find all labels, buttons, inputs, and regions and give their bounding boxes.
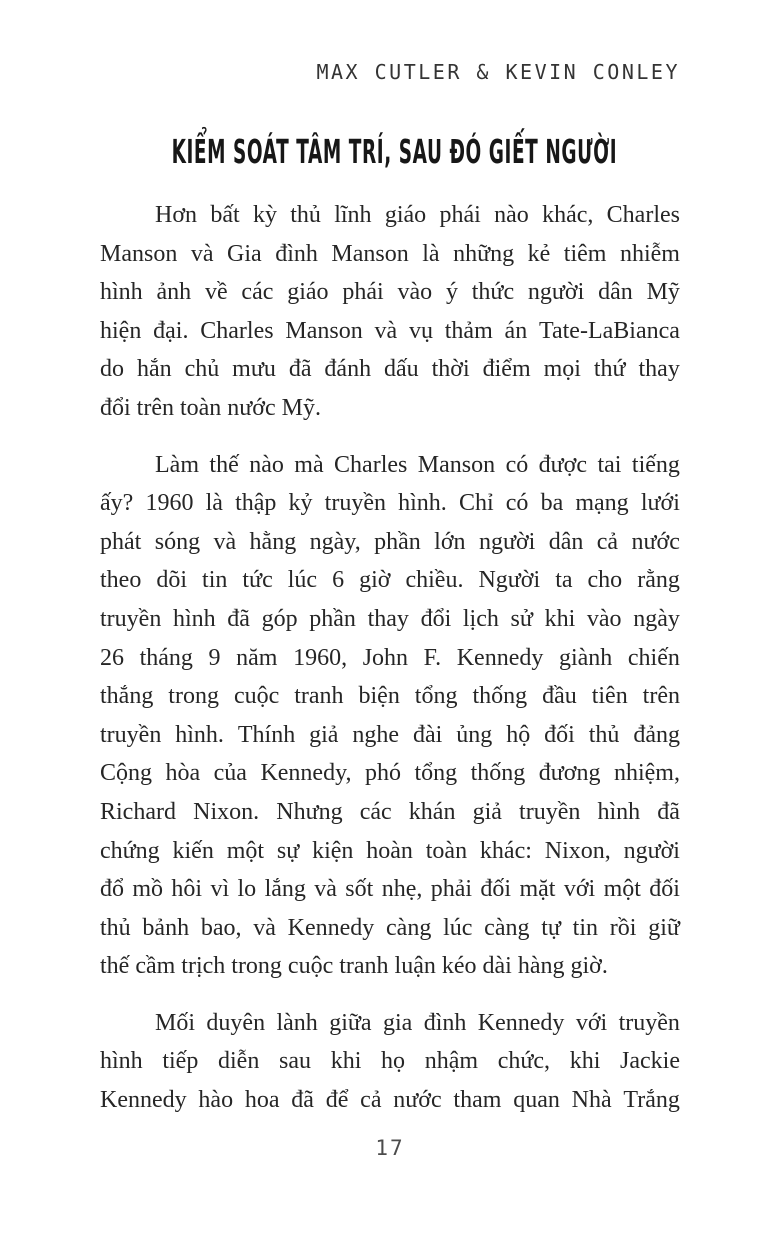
running-header: MAX CUTLER & KEVIN CONLEY <box>316 60 680 84</box>
text-line: thắng trong cuộc tranh biện tổng thống đầu tiên trên <box>100 683 680 710</box>
paragraph <box>100 446 680 986</box>
text-line: thủ bảnh bao, và Kennedy càng lúc càng tự tin rồi giữ <box>100 914 680 941</box>
text-line: 26 tháng 9 năm 1960, John F. Kennedy giành chiến <box>100 644 680 671</box>
text-line: đổi trên toàn nước Mỹ. <box>100 394 321 421</box>
text-line: hình ảnh về các giáo phái vào ý thức người dân Mỹ <box>100 279 680 306</box>
text-line: phát sóng và hằng ngày, phần lớn người dân cả nước <box>100 528 680 555</box>
text-line: Mối duyên lành giữa gia đình Kennedy với truyền <box>155 1009 680 1036</box>
text-line: Làm thế nào mà Charles Manson có được tai tiếng <box>155 451 680 478</box>
text-line: Richard Nixon. Nhưng các khán giả truyền hình đã <box>100 798 680 825</box>
text-line: theo dõi tin tức lúc 6 giờ chiều. Người ta cho rằng <box>100 567 680 594</box>
text-line: Cộng hòa của Kennedy, phó tổng thống đương nhiệm, <box>100 760 680 787</box>
text-line: hình tiếp diễn sau khi họ nhậm chức, khi Jackie <box>100 1048 680 1075</box>
page-number: 17 <box>375 1136 405 1160</box>
text-line: do hắn chủ mưu đã đánh dấu thời điểm mọi thứ thay <box>100 356 680 383</box>
text-line: đổ mồ hôi vì lo lắng và sốt nhẹ, phải đối mặt với một đối <box>100 876 680 903</box>
text-line: Manson và Gia đình Manson là những kẻ tiêm nhiễm <box>100 240 680 267</box>
text-line: Hơn bất kỳ thủ lĩnh giáo phái nào khác, Charles <box>155 202 680 228</box>
text-line: hiện đại. Charles Manson và vụ thảm án Tate-LaBianca <box>100 317 680 344</box>
text-line: thế cầm trịch trong cuộc tranh luận kéo dài hàng giờ. <box>100 953 608 980</box>
text-line: truyền hình. Thính giả nghe đài ủng hộ đối thủ đảng <box>100 721 680 748</box>
text-line: ấy? 1960 là thập kỷ truyền hình. Chỉ có ba mạng lưới <box>100 490 680 517</box>
paragraph <box>100 1004 680 1120</box>
text-line: truyền hình đã góp phần thay đổi lịch sử khi vào ngày <box>100 605 680 632</box>
body-text <box>100 196 680 1120</box>
paragraph <box>100 196 680 428</box>
text-line: Kennedy hào hoa đã để cả nước tham quan Nhà Trắng <box>100 1087 680 1114</box>
chapter-heading: KIỂM SOÁT TÂM TRÍ, SAU ĐÓ GIẾT NGƯỜI <box>171 132 618 171</box>
text-line: chứng kiến một sự kiện hoàn toàn khác: Nixon, người <box>100 837 680 864</box>
